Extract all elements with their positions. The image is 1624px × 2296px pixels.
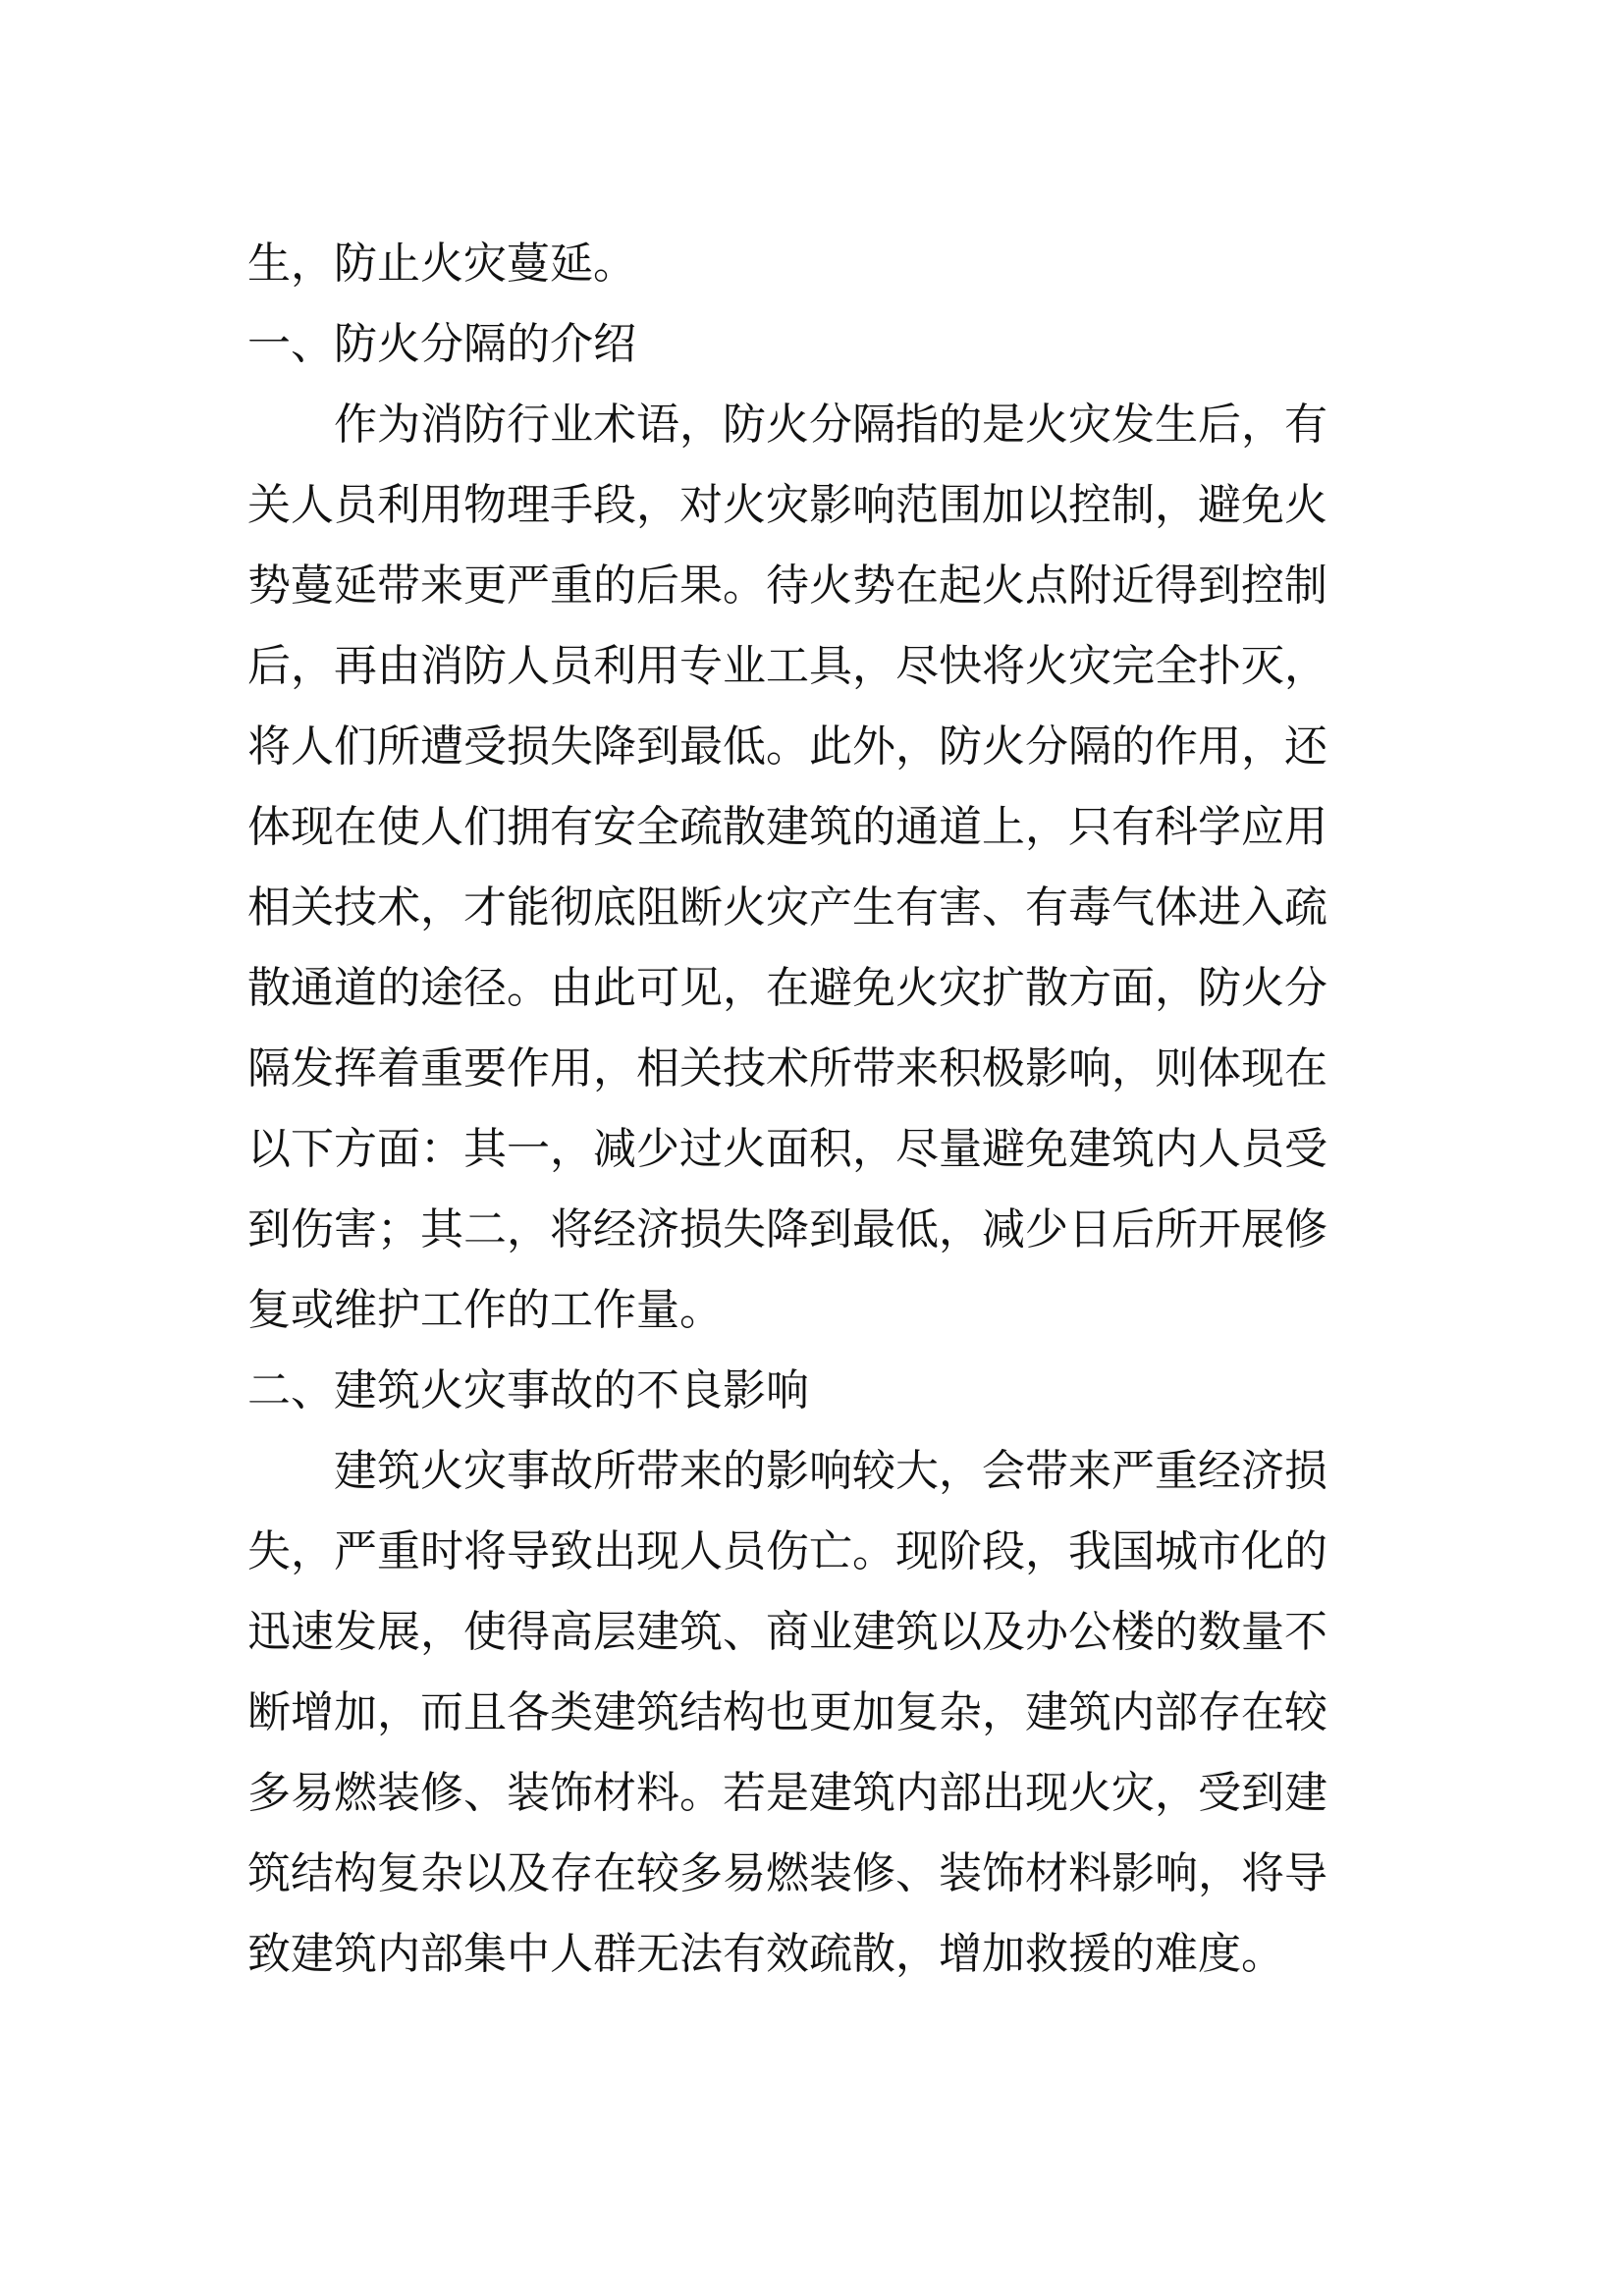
paragraph-line: 筑结构复杂以及存在较多易燃装修、装饰材料影响，将导 bbox=[247, 1848, 1327, 1898]
paragraph-line: 后，再由消防人员利用专业工具，尽快将火灾完全扑灭， bbox=[247, 641, 1327, 691]
paragraph-line: 致建筑内部集中人群无法有效疏散，增加救援的难度。 bbox=[247, 1929, 1284, 1979]
paragraph-line: 断增加，而且各类建筑结构也更加复杂，建筑内部存在较 bbox=[247, 1687, 1327, 1737]
paragraph-line: 作为消防行业术语，防火分隔指的是火灾发生后，有 bbox=[334, 400, 1327, 450]
paragraph-line: 以下方面：其一，减少过火面积，尽量避免建筑内人员受 bbox=[247, 1124, 1327, 1174]
section-heading-2: 二、建筑火灾事故的不良影响 bbox=[247, 1365, 809, 1415]
paragraph-line: 相关技术，才能彻底阻断火灾产生有害、有毒气体进入疏 bbox=[247, 882, 1327, 933]
paragraph-line: 散通道的途径。由此可见，在避免火灾扩散方面，防火分 bbox=[247, 963, 1327, 1013]
continuation-text: 生，防止火灾蔓延。 bbox=[247, 239, 636, 289]
paragraph-line: 体现在使人们拥有安全疏散建筑的通道上，只有科学应用 bbox=[247, 802, 1327, 852]
paragraph-line: 失，严重时将导致出现人员伤亡。现阶段，我国城市化的 bbox=[247, 1526, 1327, 1576]
paragraph-line: 将人们所遭受损失降到最低。此外，防火分隔的作用，还 bbox=[247, 721, 1327, 772]
paragraph-line: 多易燃装修、装饰材料。若是建筑内部出现火灾，受到建 bbox=[247, 1768, 1327, 1818]
section-1-paragraph bbox=[247, 385, 1386, 1351]
paragraph-line: 到伤害；其二，将经济损失降到最低，减少日后所开展修 bbox=[247, 1204, 1327, 1255]
paragraph-line: 势蔓延带来更严重的后果。待火势在起火点附近得到控制 bbox=[247, 561, 1327, 611]
document-page bbox=[247, 224, 1386, 1995]
section-2-paragraph bbox=[247, 1431, 1386, 1995]
section-heading-1: 一、防火分隔的介绍 bbox=[247, 319, 636, 369]
paragraph-line: 建筑火灾事故所带来的影响较大，会带来严重经济损 bbox=[334, 1446, 1327, 1496]
paragraph-line: 隔发挥着重要作用，相关技术所带来积极影响，则体现在 bbox=[247, 1043, 1327, 1094]
paragraph-line: 关人员利用物理手段，对火灾影响范围加以控制，避免火 bbox=[247, 480, 1327, 530]
paragraph-line: 迅速发展，使得高层建筑、商业建筑以及办公楼的数量不 bbox=[247, 1607, 1327, 1657]
paragraph-line: 复或维护工作的工作量。 bbox=[247, 1285, 723, 1335]
